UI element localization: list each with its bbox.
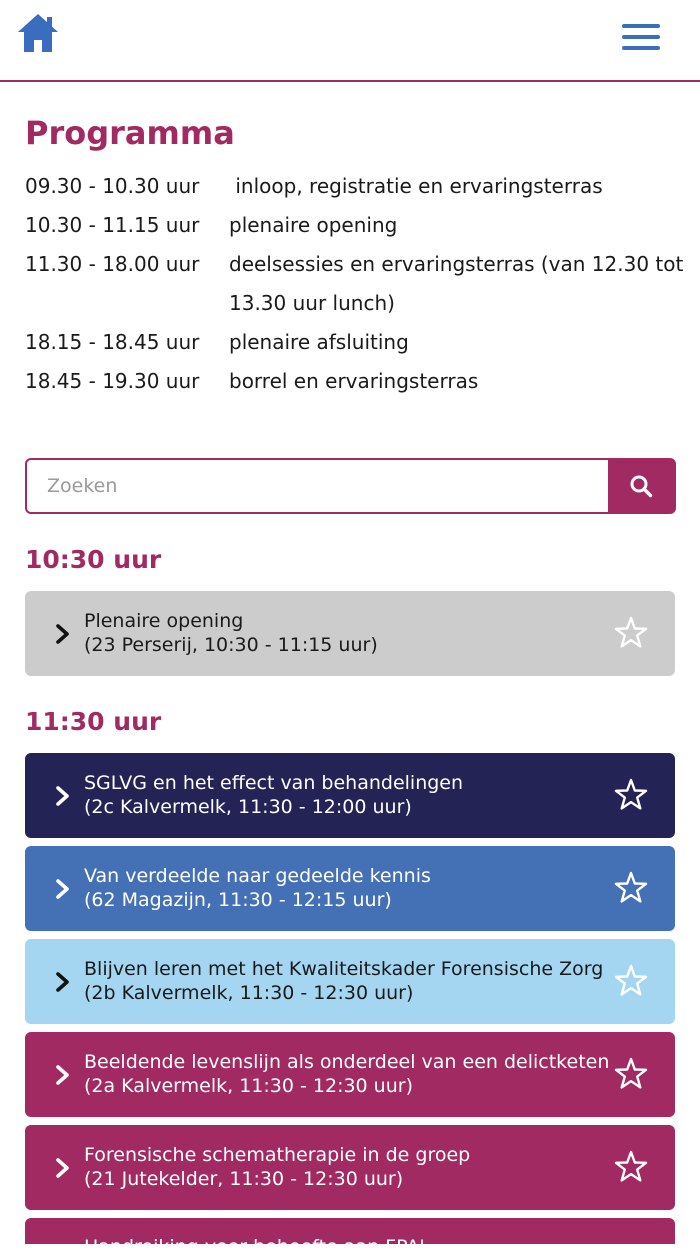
star-icon[interactable] [614, 1150, 648, 1184]
star-icon[interactable] [614, 1057, 648, 1091]
schedule-time: 10.30 - 11.15 uur [25, 213, 200, 237]
schedule-table [25, 167, 685, 401]
chevron-right-icon [55, 786, 71, 806]
chevron-right-icon [55, 972, 71, 992]
top-bar [0, 0, 700, 82]
schedule-time: 18.15 - 18.45 uur [25, 330, 200, 354]
session-text [84, 771, 585, 819]
home-button[interactable] [16, 12, 60, 54]
session-details: (2b Kalvermelk, 11:30 - 12:30 uur) [84, 982, 414, 1004]
session-item[interactable] [25, 846, 675, 931]
session-details: (21 Jutekelder, 11:30 - 12:30 uur) [84, 1168, 404, 1190]
schedule-description: plenaire opening [229, 213, 398, 237]
search-input[interactable] [27, 460, 611, 512]
star-icon[interactable] [614, 616, 648, 650]
page-title: Programma [25, 114, 235, 152]
schedule-description: deelsessies en ervaringsterras (van 12.30 tot 13.30 uur lunch) [229, 252, 684, 315]
session-text [84, 1235, 585, 1259]
session-title: Forensische schematherapie in de groep [84, 1144, 471, 1166]
search-bar [25, 458, 676, 514]
session-text [84, 1143, 585, 1191]
star-icon[interactable] [614, 778, 648, 812]
schedule-description: borrel en ervaringsterras [229, 369, 479, 393]
session-text [84, 1050, 610, 1098]
session-details: (2c Kalvermelk, 11:30 - 12:00 uur) [84, 796, 412, 818]
schedule-row [25, 362, 685, 401]
schedule-row [25, 167, 685, 206]
schedule-time: 09.30 - 10.30 uur [25, 174, 200, 198]
session-title: Van verdeelde naar gedeelde kennis [84, 865, 431, 887]
session-item[interactable] [25, 1125, 675, 1210]
session-item[interactable] [25, 1218, 675, 1258]
schedule-time: 18.45 - 19.30 uur [25, 369, 200, 393]
search-button[interactable] [608, 460, 674, 512]
session-item[interactable] [25, 939, 675, 1024]
session-text [84, 957, 604, 1005]
session-details: (62 Magazijn, 11:30 - 12:15 uur) [84, 889, 392, 911]
schedule-row [25, 323, 685, 362]
search-icon [629, 474, 653, 498]
session-item[interactable] [25, 753, 675, 838]
time-group-heading: 10:30 uur [25, 545, 162, 574]
schedule-row [25, 245, 685, 323]
chevron-right-icon [55, 1065, 71, 1085]
session-title: Beeldende levenslijn als onderdeel van een delictketen [84, 1051, 610, 1073]
session-item[interactable] [25, 1032, 675, 1117]
session-title: Handreiking voor behoefte aan FPA' [84, 1236, 425, 1258]
time-group-heading: 11:30 uur [25, 707, 162, 736]
hamburger-menu-icon [622, 24, 660, 50]
star-icon[interactable] [614, 964, 648, 998]
session-title: Blijven leren met het Kwaliteitskader Forensische Zorg [84, 958, 604, 980]
session-details: (2a Kalvermelk, 11:30 - 12:30 uur) [84, 1075, 413, 1097]
session-details: (23 Perserij, 10:30 - 11:15 uur) [84, 634, 378, 656]
schedule-description: plenaire afsluiting [229, 330, 409, 354]
chevron-right-icon [55, 879, 71, 899]
session-item[interactable] [25, 591, 675, 676]
session-title: Plenaire opening [84, 610, 244, 632]
session-text [84, 864, 585, 912]
schedule-time: 11.30 - 18.00 uur [25, 252, 200, 276]
session-title: SGLVG en het effect van behandelingen [84, 772, 464, 794]
chevron-right-icon [55, 1158, 71, 1178]
chevron-right-icon [55, 624, 71, 644]
session-text [84, 609, 585, 657]
menu-button[interactable] [622, 24, 660, 54]
schedule-description: inloop, registratie en ervaringsterras [229, 174, 603, 198]
schedule-row [25, 206, 685, 245]
star-icon[interactable] [614, 871, 648, 905]
home-icon [16, 12, 60, 54]
